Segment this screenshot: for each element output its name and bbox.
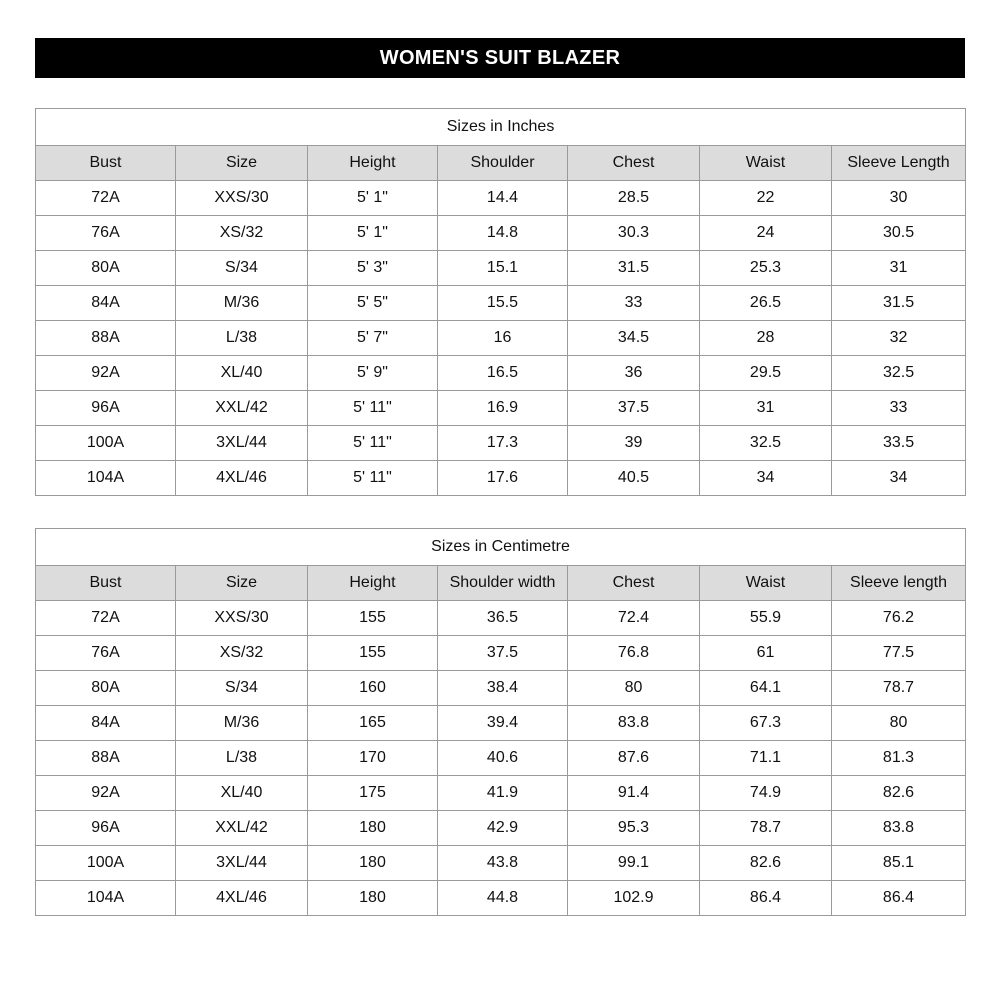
cell-height: 180	[308, 846, 438, 881]
cell-chest: 34.5	[568, 321, 700, 356]
cell-waist: 24	[700, 216, 832, 251]
cell-waist: 64.1	[700, 671, 832, 706]
cell-height: 5' 5"	[308, 286, 438, 321]
table-row	[36, 881, 966, 916]
table-row	[36, 216, 966, 251]
table-row	[36, 741, 966, 776]
cell-shoulder: 16	[438, 321, 568, 356]
cell-size: L/38	[176, 321, 308, 356]
table-row	[36, 461, 966, 496]
cell-size: XXS/30	[176, 181, 308, 216]
cell-sleeve-length: 86.4	[832, 881, 966, 916]
table-row	[36, 811, 966, 846]
cell-shoulder: 14.4	[438, 181, 568, 216]
cell-height: 5' 11"	[308, 391, 438, 426]
cell-chest: 33	[568, 286, 700, 321]
column-header-sleeve-length: Sleeve Length	[832, 146, 966, 181]
sizes-in-centimetre-table	[35, 528, 966, 916]
cell-bust: 76A	[36, 636, 176, 671]
cell-bust: 96A	[36, 811, 176, 846]
cell-shoulder-width: 39.4	[438, 706, 568, 741]
cell-size: XXL/42	[176, 811, 308, 846]
cell-waist: 78.7	[700, 811, 832, 846]
cell-size: S/34	[176, 251, 308, 286]
cell-bust: 88A	[36, 321, 176, 356]
cell-bust: 100A	[36, 846, 176, 881]
cell-shoulder: 15.1	[438, 251, 568, 286]
column-header-size: Size	[176, 146, 308, 181]
cell-sleeve-length: 33.5	[832, 426, 966, 461]
cell-chest: 40.5	[568, 461, 700, 496]
cell-waist: 67.3	[700, 706, 832, 741]
cell-bust: 92A	[36, 356, 176, 391]
cell-height: 5' 7"	[308, 321, 438, 356]
cell-bust: 104A	[36, 881, 176, 916]
column-header-height: Height	[308, 566, 438, 601]
column-header-shoulder: Shoulder	[438, 146, 568, 181]
cell-waist: 34	[700, 461, 832, 496]
table-row	[36, 321, 966, 356]
cell-shoulder-width: 36.5	[438, 601, 568, 636]
cell-height: 170	[308, 741, 438, 776]
cell-chest: 37.5	[568, 391, 700, 426]
column-header-chest: Chest	[568, 146, 700, 181]
table-header-row	[36, 566, 966, 601]
cell-chest: 99.1	[568, 846, 700, 881]
cell-chest: 102.9	[568, 881, 700, 916]
cell-waist: 28	[700, 321, 832, 356]
table-row	[36, 356, 966, 391]
table-caption-row	[36, 529, 966, 566]
column-header-size: Size	[176, 566, 308, 601]
cell-waist: 29.5	[700, 356, 832, 391]
cell-waist: 74.9	[700, 776, 832, 811]
table-row	[36, 601, 966, 636]
cell-sleeve-length: 30	[832, 181, 966, 216]
cell-size: XS/32	[176, 216, 308, 251]
cell-shoulder-width: 44.8	[438, 881, 568, 916]
cell-sleeve-length: 32	[832, 321, 966, 356]
cell-sleeve-length: 81.3	[832, 741, 966, 776]
cell-height: 155	[308, 636, 438, 671]
cell-size: XL/40	[176, 356, 308, 391]
cell-waist: 32.5	[700, 426, 832, 461]
cell-waist: 86.4	[700, 881, 832, 916]
cell-chest: 39	[568, 426, 700, 461]
cell-chest: 95.3	[568, 811, 700, 846]
column-header-shoulder-width: Shoulder width	[438, 566, 568, 601]
column-header-bust: Bust	[36, 566, 176, 601]
cell-shoulder: 16.5	[438, 356, 568, 391]
cell-size: XS/32	[176, 636, 308, 671]
cell-size: 3XL/44	[176, 846, 308, 881]
table-row	[36, 286, 966, 321]
cell-sleeve-length: 31	[832, 251, 966, 286]
cell-sleeve-length: 32.5	[832, 356, 966, 391]
cell-height: 5' 11"	[308, 426, 438, 461]
cell-size: M/36	[176, 706, 308, 741]
cell-height: 180	[308, 881, 438, 916]
cell-shoulder: 16.9	[438, 391, 568, 426]
cell-chest: 83.8	[568, 706, 700, 741]
cell-shoulder-width: 41.9	[438, 776, 568, 811]
cell-height: 165	[308, 706, 438, 741]
table-caption: Sizes in Centimetre	[36, 529, 966, 566]
cell-bust: 92A	[36, 776, 176, 811]
cell-waist: 61	[700, 636, 832, 671]
cell-chest: 76.8	[568, 636, 700, 671]
cell-chest: 72.4	[568, 601, 700, 636]
cell-waist: 82.6	[700, 846, 832, 881]
cell-size: 3XL/44	[176, 426, 308, 461]
cell-height: 160	[308, 671, 438, 706]
table-row	[36, 251, 966, 286]
cell-sleeve-length: 76.2	[832, 601, 966, 636]
cell-shoulder: 15.5	[438, 286, 568, 321]
cell-height: 5' 9"	[308, 356, 438, 391]
cell-sleeve-length: 30.5	[832, 216, 966, 251]
cell-chest: 28.5	[568, 181, 700, 216]
cell-bust: 76A	[36, 216, 176, 251]
table-row	[36, 671, 966, 706]
cell-sleeve-length: 77.5	[832, 636, 966, 671]
table-row	[36, 181, 966, 216]
cell-sleeve-length: 85.1	[832, 846, 966, 881]
cell-bust: 72A	[36, 601, 176, 636]
cell-size: S/34	[176, 671, 308, 706]
cell-bust: 84A	[36, 706, 176, 741]
cell-shoulder: 14.8	[438, 216, 568, 251]
table-row	[36, 426, 966, 461]
cell-shoulder: 17.6	[438, 461, 568, 496]
cell-waist: 71.1	[700, 741, 832, 776]
cell-sleeve-length: 31.5	[832, 286, 966, 321]
cell-shoulder-width: 43.8	[438, 846, 568, 881]
column-header-waist: Waist	[700, 146, 832, 181]
page-title: WOMEN'S SUIT BLAZER	[379, 46, 621, 69]
cell-waist: 25.3	[700, 251, 832, 286]
cell-sleeve-length: 82.6	[832, 776, 966, 811]
cell-height: 5' 11"	[308, 461, 438, 496]
cell-chest: 31.5	[568, 251, 700, 286]
table-row	[36, 846, 966, 881]
cell-size: L/38	[176, 741, 308, 776]
cell-chest: 80	[568, 671, 700, 706]
table-caption-row	[36, 109, 966, 146]
cell-shoulder-width: 40.6	[438, 741, 568, 776]
column-header-height: Height	[308, 146, 438, 181]
cell-chest: 87.6	[568, 741, 700, 776]
table-header-row	[36, 146, 966, 181]
cell-size: M/36	[176, 286, 308, 321]
cell-size: XXS/30	[176, 601, 308, 636]
cell-bust: 84A	[36, 286, 176, 321]
cell-sleeve-length: 78.7	[832, 671, 966, 706]
cell-bust: 80A	[36, 671, 176, 706]
cell-waist: 26.5	[700, 286, 832, 321]
cell-shoulder-width: 42.9	[438, 811, 568, 846]
cell-height: 155	[308, 601, 438, 636]
cell-sleeve-length: 34	[832, 461, 966, 496]
table-row	[36, 776, 966, 811]
cell-bust: 96A	[36, 391, 176, 426]
cell-waist: 31	[700, 391, 832, 426]
column-header-bust: Bust	[36, 146, 176, 181]
cell-bust: 72A	[36, 181, 176, 216]
cell-chest: 30.3	[568, 216, 700, 251]
cell-bust: 88A	[36, 741, 176, 776]
column-header-waist: Waist	[700, 566, 832, 601]
table-row	[36, 391, 966, 426]
cell-shoulder: 17.3	[438, 426, 568, 461]
page-title-bar	[35, 38, 965, 78]
table-row	[36, 636, 966, 671]
cell-sleeve-length: 83.8	[832, 811, 966, 846]
cell-size: XXL/42	[176, 391, 308, 426]
cell-shoulder-width: 38.4	[438, 671, 568, 706]
cell-bust: 80A	[36, 251, 176, 286]
cell-chest: 91.4	[568, 776, 700, 811]
cell-size: 4XL/46	[176, 881, 308, 916]
cell-height: 175	[308, 776, 438, 811]
cell-waist: 22	[700, 181, 832, 216]
cell-height: 5' 1"	[308, 216, 438, 251]
column-header-chest: Chest	[568, 566, 700, 601]
cell-bust: 100A	[36, 426, 176, 461]
cell-size: 4XL/46	[176, 461, 308, 496]
cell-sleeve-length: 33	[832, 391, 966, 426]
cell-height: 5' 1"	[308, 181, 438, 216]
cell-shoulder-width: 37.5	[438, 636, 568, 671]
cell-sleeve-length: 80	[832, 706, 966, 741]
cell-chest: 36	[568, 356, 700, 391]
cell-waist: 55.9	[700, 601, 832, 636]
sizes-in-inches-table	[35, 108, 966, 496]
table-row	[36, 706, 966, 741]
cell-bust: 104A	[36, 461, 176, 496]
cell-height: 5' 3"	[308, 251, 438, 286]
cell-height: 180	[308, 811, 438, 846]
table-caption: Sizes in Inches	[36, 109, 966, 146]
column-header-sleeve-length: Sleeve length	[832, 566, 966, 601]
cell-size: XL/40	[176, 776, 308, 811]
